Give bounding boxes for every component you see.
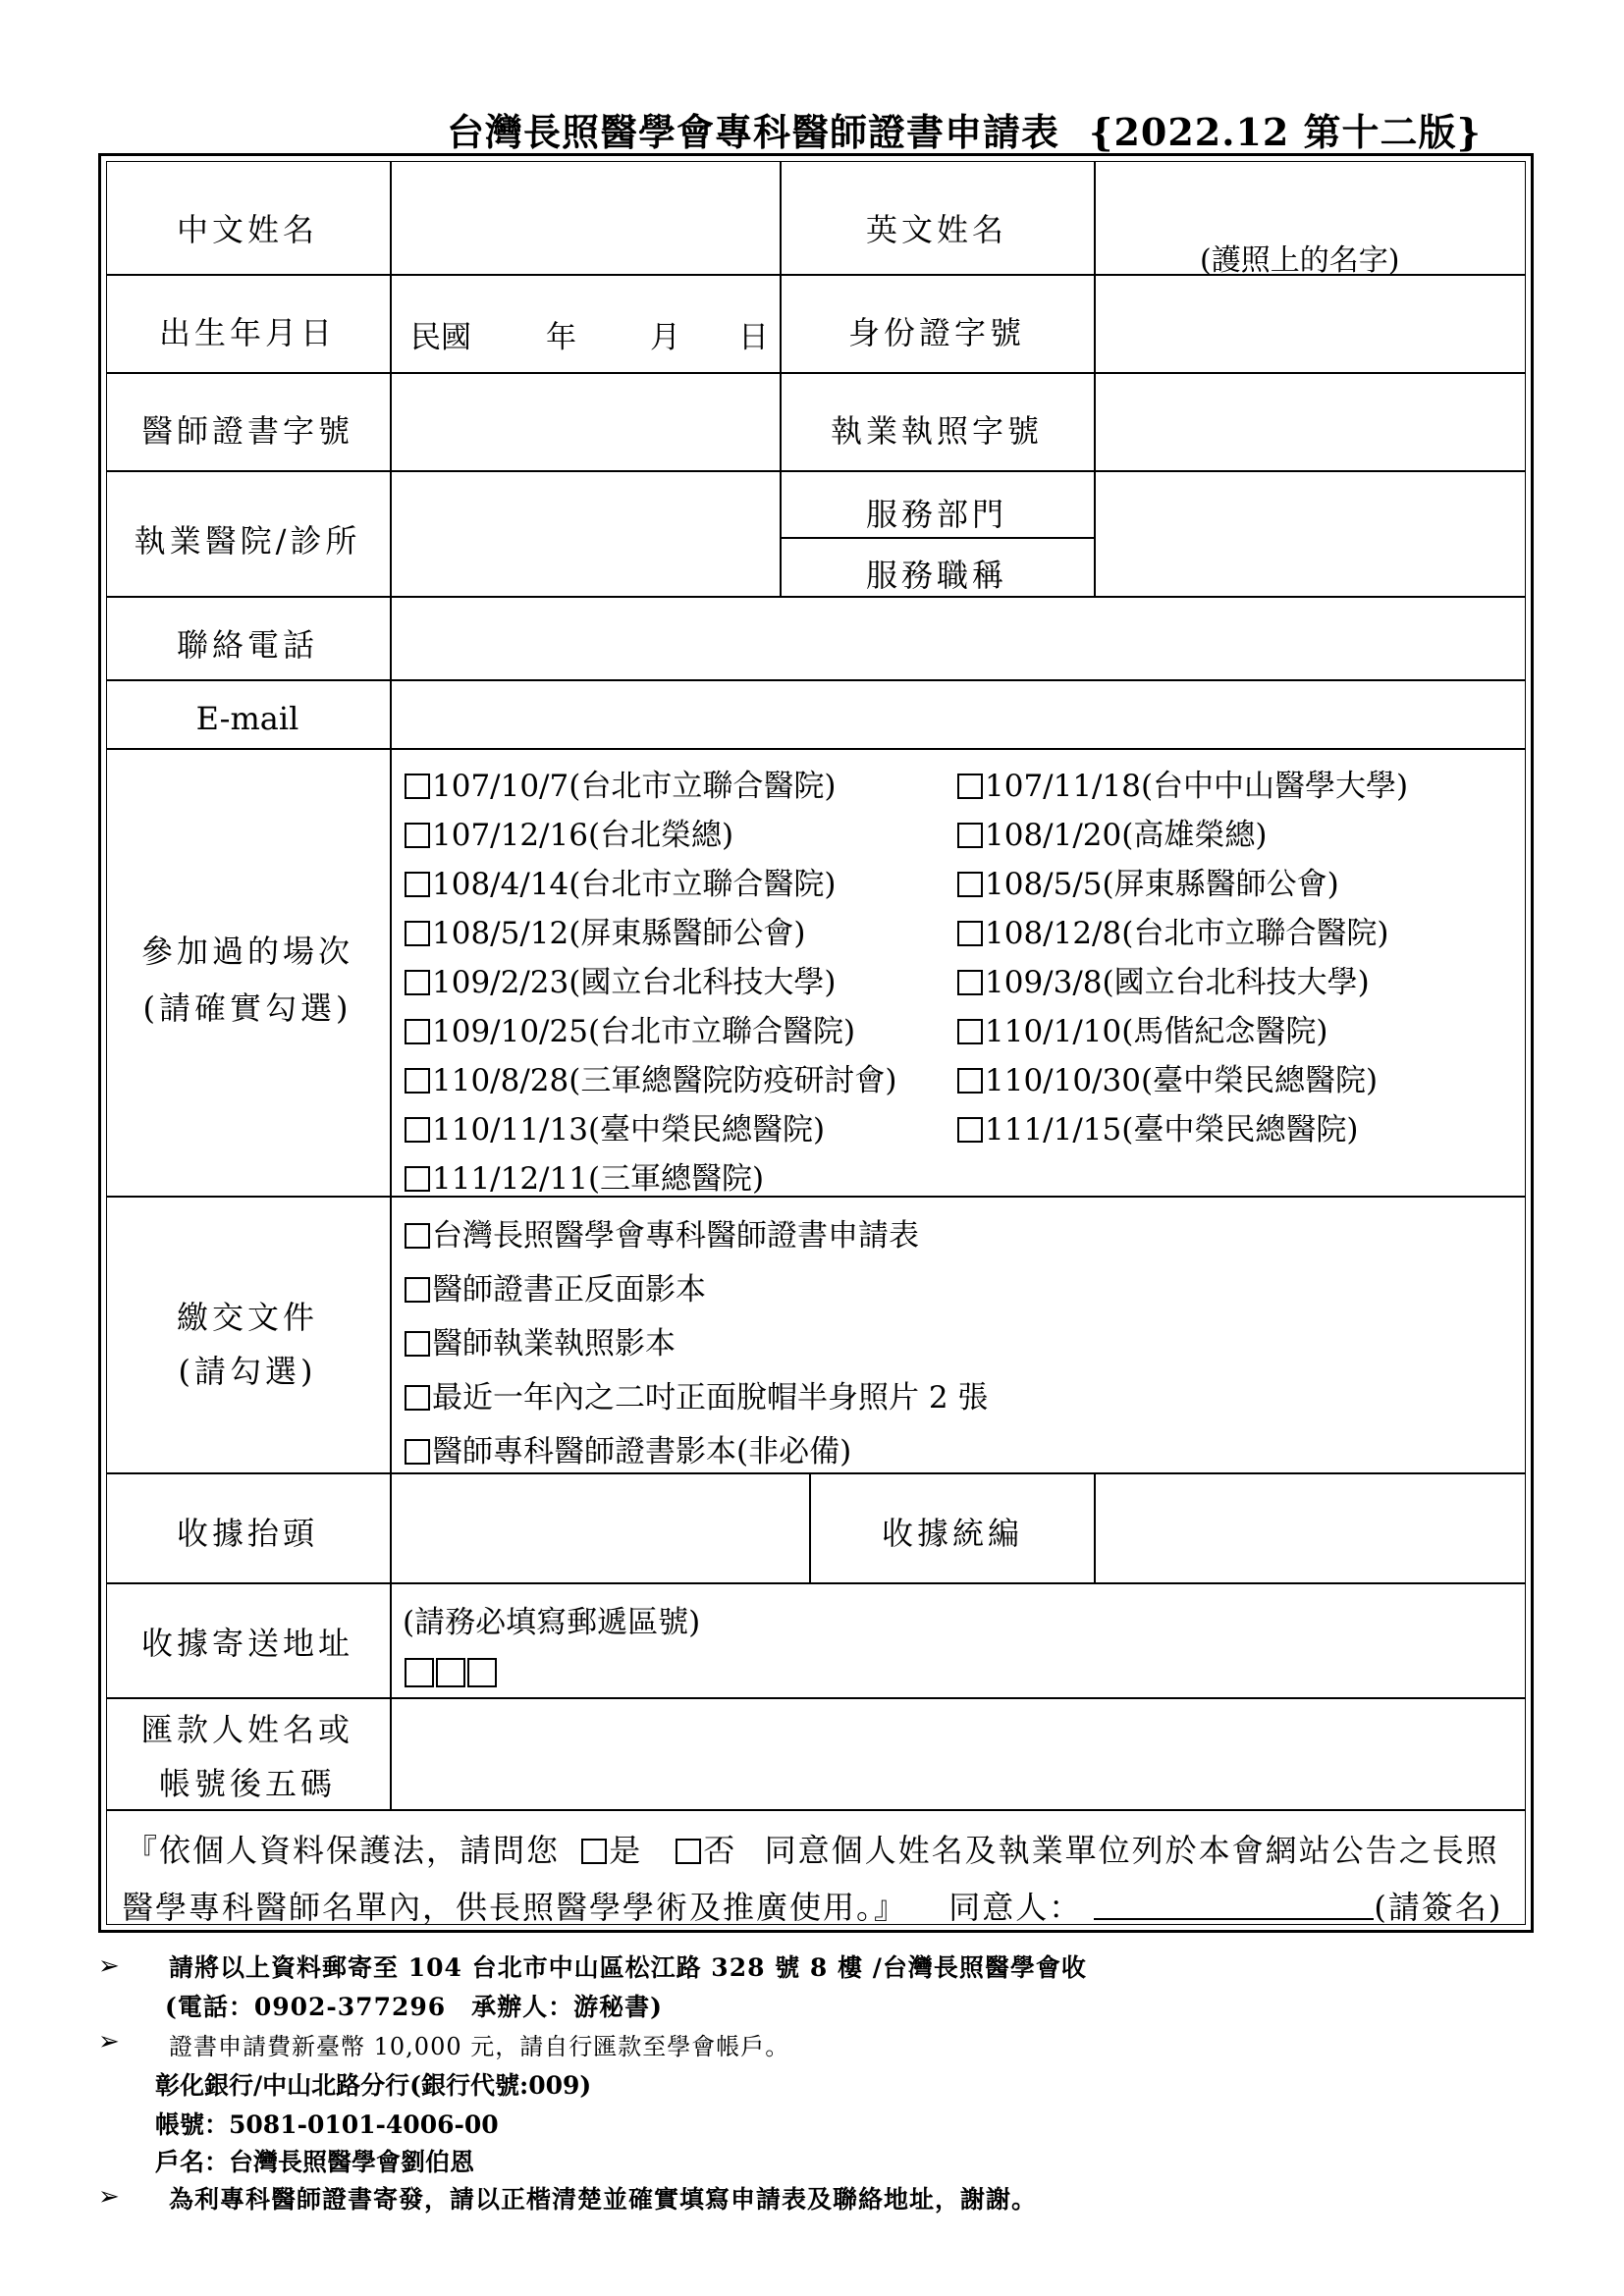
department-label: 服務部門 [865,496,1008,533]
session-option[interactable] [957,908,1388,952]
account-note: 帳號：5081-0101-4006-00 [155,2110,499,2139]
checkbox[interactable] [957,970,983,995]
chinese-name-field[interactable] [392,163,780,274]
bank-note: 彰化銀行/中山北路分行(銀行代號:009) [155,2071,592,2100]
checkbox[interactable] [957,921,983,946]
document-option[interactable] [405,1264,706,1308]
page-title: 台灣長照醫學會專科醫師證書申請表 {2022.12 第十二版} [447,110,1482,154]
checkbox[interactable] [405,1385,430,1411]
document-option[interactable] [405,1372,988,1416]
session-option[interactable] [405,1006,855,1050]
chinese-name-label: 中文姓名 [176,211,319,248]
checkbox[interactable] [405,921,430,946]
remitter-field[interactable] [392,1699,1524,1809]
documents-hint: (請勾選) [178,1353,317,1390]
signature-line[interactable] [1094,1889,1374,1920]
receipt-address-field[interactable] [746,1584,1524,1697]
document-option[interactable] [405,1426,851,1470]
session-option[interactable] [405,810,733,854]
arrow-bullet-icon: ➢ [98,2027,120,2056]
id-number-label: 身份證字號 [847,314,1026,351]
session-option-label: 109/2/23(國立台北科技大學) [432,965,837,1000]
session-option[interactable] [957,859,1339,903]
session-option[interactable] [405,859,836,903]
document-option-label: 醫師證書正反面影本 [432,1272,706,1308]
checkbox[interactable] [405,823,430,848]
session-option-label: 110/11/13(臺中榮民總醫院) [432,1112,826,1148]
receipt-address-hint: (請務必填寫郵遞區號) [403,1605,701,1640]
receipt-taxid-field[interactable] [1096,1474,1524,1582]
english-name-label: 英文姓名 [865,211,1008,248]
session-option-label: 108/5/5(屏東縣醫師公會) [985,867,1339,902]
receipt-title-label: 收據抬頭 [176,1515,319,1552]
checkbox[interactable] [405,1277,430,1303]
consent-line-2: 醫學專科醫師名單內，供長照醫學學術及推廣使用。』 同意人： (請簽名) [122,1889,1503,1926]
form-version: {2022.12 第十二版} [1089,110,1482,154]
document-option-label: 醫師專科醫師證書影本(非必備) [432,1434,852,1469]
birth-date-day: 日 [738,320,769,355]
hospital-label: 執業醫院/診所 [134,522,361,560]
mail-note: 請將以上資料郵寄至 104 台北市中山區松江路 328 號 8 樓 /台灣長照醫學會收 [169,1953,1087,1982]
session-option[interactable] [957,1006,1327,1050]
session-option[interactable] [405,1153,764,1198]
session-option-label: 107/11/18(台中中山醫學大學) [985,769,1409,804]
session-option-label: 107/12/16(台北榮總) [432,818,734,853]
checkbox[interactable] [957,1019,983,1044]
contact-note: (電話：0902-377296 承辦人：游秘書) [165,1993,663,2021]
doctor-cert-field[interactable] [392,374,780,470]
consent-no-checkbox[interactable] [676,1839,701,1864]
english-name-hint: (護照上的名字) [1200,243,1400,278]
checkbox[interactable] [405,1117,430,1143]
session-option[interactable] [405,908,805,952]
postal-code-box[interactable] [467,1658,497,1687]
checkbox[interactable] [405,970,430,995]
remitter-hint: 帳號後五碼 [158,1765,337,1802]
session-option-label: 110/1/10(馬偕紀念醫院) [985,1014,1328,1049]
checkbox[interactable] [957,823,983,848]
checkbox[interactable] [405,1166,430,1192]
session-option-label: 107/10/7(台北市立聯合醫院) [432,769,837,804]
session-option[interactable] [957,1104,1358,1148]
arrow-bullet-icon: ➢ [98,1951,120,1981]
postal-code-boxes[interactable] [405,1657,499,1692]
remitter-label: 匯款人姓名或 [140,1711,354,1748]
session-option-label: 108/1/20(高雄榮總) [985,818,1268,853]
doctor-cert-label: 醫師證書字號 [140,412,354,450]
hospital-field[interactable] [392,472,780,596]
document-option-label: 醫師執業執照影本 [432,1326,676,1362]
document-option-label: 台灣長照醫學會專科醫師證書申請表 [432,1218,919,1254]
session-option-label: 111/1/15(臺中榮民總醫院) [985,1112,1359,1148]
session-option-label: 110/8/28(三軍總醫院防疫研討會) [432,1063,897,1098]
job-title-label: 服務職稱 [865,557,1008,594]
sessions-hint: (請確實勾選) [142,989,352,1027]
session-option[interactable] [405,761,836,805]
receipt-taxid-label: 收據統編 [881,1515,1024,1552]
checkbox[interactable] [405,1439,430,1465]
birth-date-prefix: 民國 [410,320,471,355]
session-option-label: 108/5/12(屏東縣醫師公會) [432,916,806,951]
email-label: E-mail [195,700,299,737]
session-option[interactable] [957,810,1267,854]
consent-yes-checkbox[interactable] [581,1839,607,1864]
license-label: 執業執照字號 [830,412,1044,450]
session-option-label: 109/3/8(國立台北科技大學) [985,965,1370,1000]
checkbox[interactable] [957,1117,983,1143]
session-option[interactable] [957,1055,1378,1099]
session-option-label: 110/10/30(臺中榮民總醫院) [985,1063,1379,1098]
session-option-label: 108/12/8(台北市立聯合醫院) [985,916,1389,951]
session-option[interactable] [405,957,836,1001]
postal-code-box[interactable] [405,1658,434,1687]
document-option[interactable] [405,1318,676,1362]
phone-label: 聯絡電話 [176,626,319,664]
checkbox[interactable] [405,872,430,897]
department-field[interactable] [1096,472,1524,596]
final-note: 為利專科醫師證書寄發，請以正楷清楚並確實填寫申請表及聯絡地址，謝謝。 [169,2185,1038,2214]
email-field[interactable] [392,681,1524,748]
checkbox[interactable] [405,774,430,799]
checkbox[interactable] [957,774,983,799]
license-field[interactable] [1096,374,1524,470]
receipt-address-label: 收據寄送地址 [140,1625,354,1662]
birth-date-year: 年 [546,320,576,355]
sessions-label: 參加過的場次 [140,933,354,970]
id-number-field[interactable] [1096,276,1524,372]
holder-note: 戶名：台灣長照醫學會劉伯恩 [155,2148,475,2176]
document-option-label: 最近一年內之二吋正面脫帽半身照片 2 張 [432,1380,989,1415]
birth-date-label: 出生年月日 [158,314,337,351]
postal-code-box[interactable] [436,1658,465,1687]
english-name-field[interactable] [1096,163,1524,232]
session-option-label: 109/10/25(台北市立聯合醫院) [432,1014,856,1049]
phone-field[interactable] [392,598,1524,679]
checkbox[interactable] [405,1068,430,1094]
receipt-title-field[interactable] [392,1474,809,1582]
checkbox[interactable] [405,1331,430,1357]
session-option-label: 111/12/11(三軍總醫院) [432,1161,765,1197]
checkbox[interactable] [957,872,983,897]
birth-date-month: 月 [650,320,680,355]
session-option-label: 108/4/14(台北市立聯合醫院) [432,867,837,902]
documents-label: 繳交文件 [176,1299,319,1336]
consent-line-1: 『依個人資料保護法，請問您 是 否 同意個人姓名及執業單位列於本會網站公告之長照 [126,1832,1499,1869]
session-option[interactable] [405,1055,896,1099]
arrow-bullet-icon: ➢ [98,2182,120,2212]
checkbox[interactable] [957,1068,983,1094]
checkbox[interactable] [405,1223,430,1249]
session-option[interactable] [405,1104,825,1148]
session-option[interactable] [957,761,1408,805]
session-option[interactable] [957,957,1370,1001]
checkbox[interactable] [405,1019,430,1044]
document-option[interactable] [405,1210,919,1255]
fee-note: 證書申請費新臺幣 10,000 元，請自行匯款至學會帳戶。 [169,2033,790,2060]
